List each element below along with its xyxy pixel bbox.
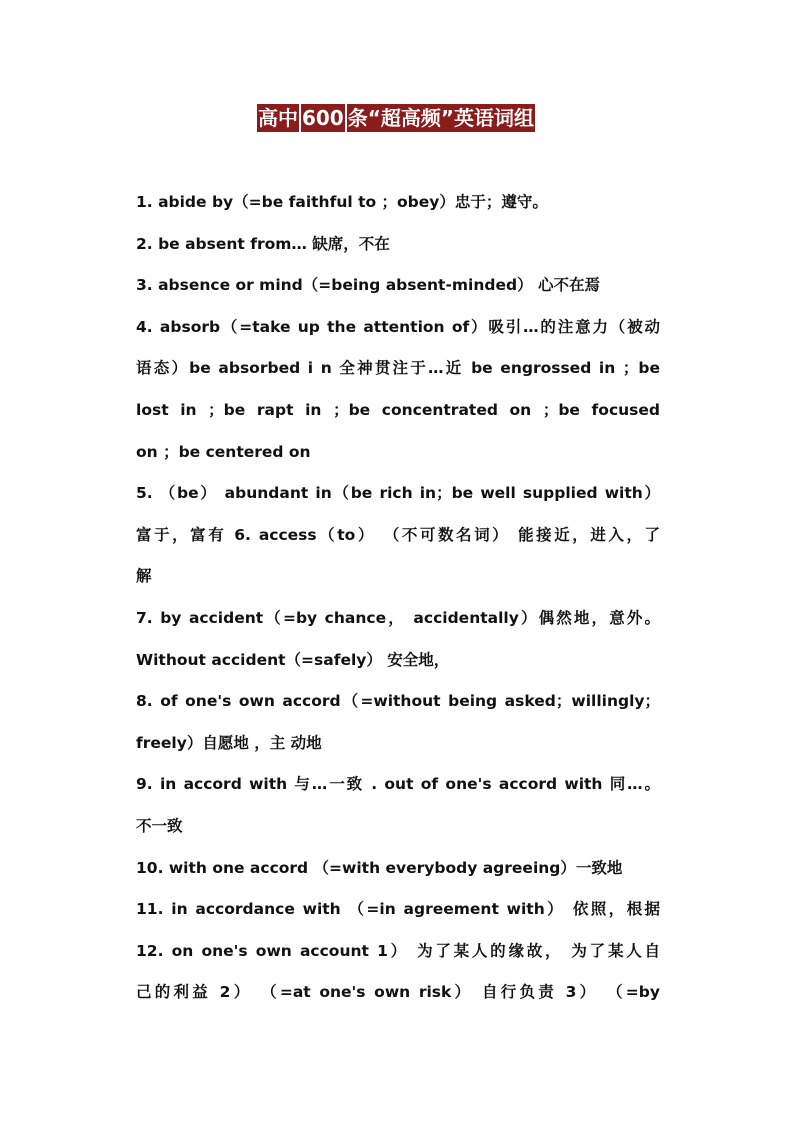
title-segment: 高中 — [257, 106, 298, 130]
text-line: 5. （be） abundant in（be rich in；be well supplied with） — [136, 484, 660, 503]
text-line: 语态）be absorbed i n 全神贯注于…近 be engrossed in ；be — [136, 359, 660, 378]
title-segment: 600 — [301, 106, 344, 130]
text-line: freely）自愿地 ，主 动地 — [136, 733, 322, 752]
text-line: 富于，富有 6. access（to） （不可数名词） 能接近，进入，了 — [136, 525, 660, 544]
text-line: 11. in accordance with （=in agreement with） 依照，根据 — [136, 900, 660, 919]
text-line: 10. with one accord （=with everybody agreeing）一致地 — [136, 858, 623, 877]
text-line: 2. be absent from… 缺席，不在 — [136, 234, 390, 253]
text-line: on ；be centered on — [136, 442, 311, 461]
text-line: lost in ；be rapt in ；be concentrated on ；be focused — [136, 400, 660, 419]
text-line: 9. in accord with 与…一致 . out of one's accord with 同…。 — [136, 775, 660, 794]
text-line: 己的利益 2） （=at one's own risk） 自行负责 3） （=by — [136, 983, 660, 1002]
text-line: 4. absorb（=take up the attention of）吸引…的注意力（被动 — [136, 317, 660, 336]
text-line: 1. abide by（=be faithful to ；obey）忠于；遵守。 — [136, 193, 548, 211]
phrase-list — [136, 182, 660, 1014]
text-line: 解 — [136, 567, 152, 586]
text-line: 不一致 — [136, 816, 183, 835]
text-line: 12. on one's own account 1） 为了某人的缘故， 为了某人自 — [136, 941, 660, 960]
text-line: Without accident（=safely） 安全地， — [136, 650, 450, 669]
page-title — [0, 104, 794, 132]
text-line: 8. of one's own accord（=without being asked；willingly； — [136, 692, 660, 711]
text-line: 3. absence or mind（=being absent-minded） 心不在焉 — [136, 276, 600, 295]
text-line: 7. by accident（=by chance， accidentally）偶然地，意外。 — [136, 608, 660, 627]
title-segment: 条“超高频”英语词组 — [347, 106, 535, 130]
